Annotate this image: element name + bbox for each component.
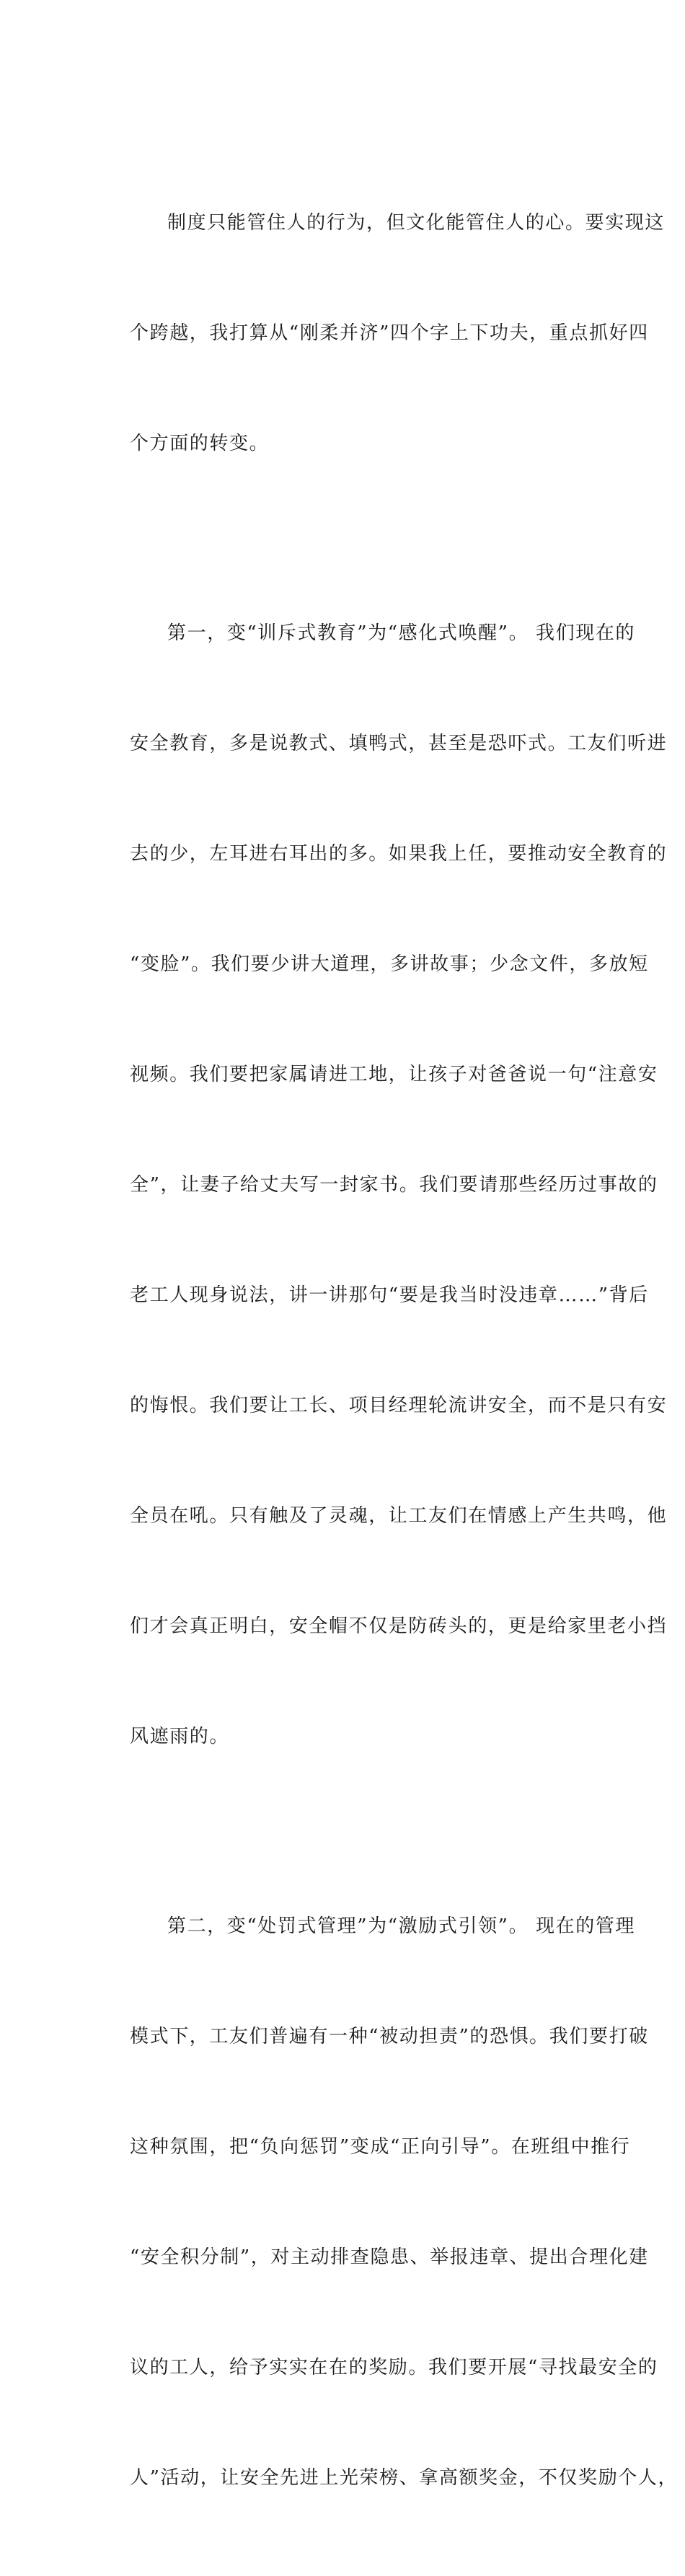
text-line: 个方面的转变。 [130,433,270,454]
paragraph-1 [92,131,666,536]
text-line: “变脸”。我们要少讲大道理，多讲故事；少念文件，多放短 [130,953,649,975]
text-line: 个跨越，我打算从“刚柔并济”四个字上下功夫，重点抓好四 [130,322,649,344]
text-line: 第一，变“训斥式教育”为“感化式唤醒”。 我们现在的 [167,622,636,644]
text-line: 风遮雨的。 [130,1726,230,1747]
text-line: 老工人现身说法，讲一讲那句“要是我当时没违章……”背后 [130,1284,649,1306]
text-line: 这种氛围，把“负向惩罚”变成“正向引导”。在班组中推行 [130,2136,631,2158]
text-line: 议的工人，给予实实在在的奖励。我们要开展“寻找最安全的 [130,2357,658,2378]
paragraph-2 [92,542,668,1829]
text-line: 第二，变“处罚式管理”为“激励式引领”。 现在的管理 [167,1915,636,1937]
text-line: 人”活动，让安全先进上光荣榜、拿高额奖金，不仅奖励个人， [130,2467,679,2489]
text-line: 的悔恨。我们要让工长、项目经理轮流讲安全，而不是只有安 [130,1395,668,1416]
text-line: 视频。我们要把家属请进工地，让孩子对爸爸说一句“注意安 [130,1064,658,1085]
text-line: 制度只能管住人的行为，但文化能管住人的心。要实现这 [167,212,666,234]
text-line: “安全积分制”，对主动排查隐患、举报违章、提出合理化建 [130,2246,649,2268]
text-line: 去的少，左耳进右耳出的多。如果我上任，要推动安全教育的 [130,843,668,865]
text-line: 全”，让妻子给丈夫写一封家书。我们要请那些经历过事故的 [130,1174,658,1196]
document-page [92,131,679,2576]
text-line: 全员在吼。只有触及了灵魂，让工友们在情感上产生共鸣，他 [130,1505,668,1527]
text-line: 安全教育，多是说教式、填鸭式，甚至是恐吓式。工友们听进 [130,733,668,754]
text-line: 模式下，工友们普遍有一种“被动担责”的恐惧。我们要打破 [130,2026,649,2047]
paragraph-3 [92,1835,679,2570]
text-line: 们才会真正明白，安全帽不仅是防砖头的，更是给家里老小挡 [130,1615,668,1637]
